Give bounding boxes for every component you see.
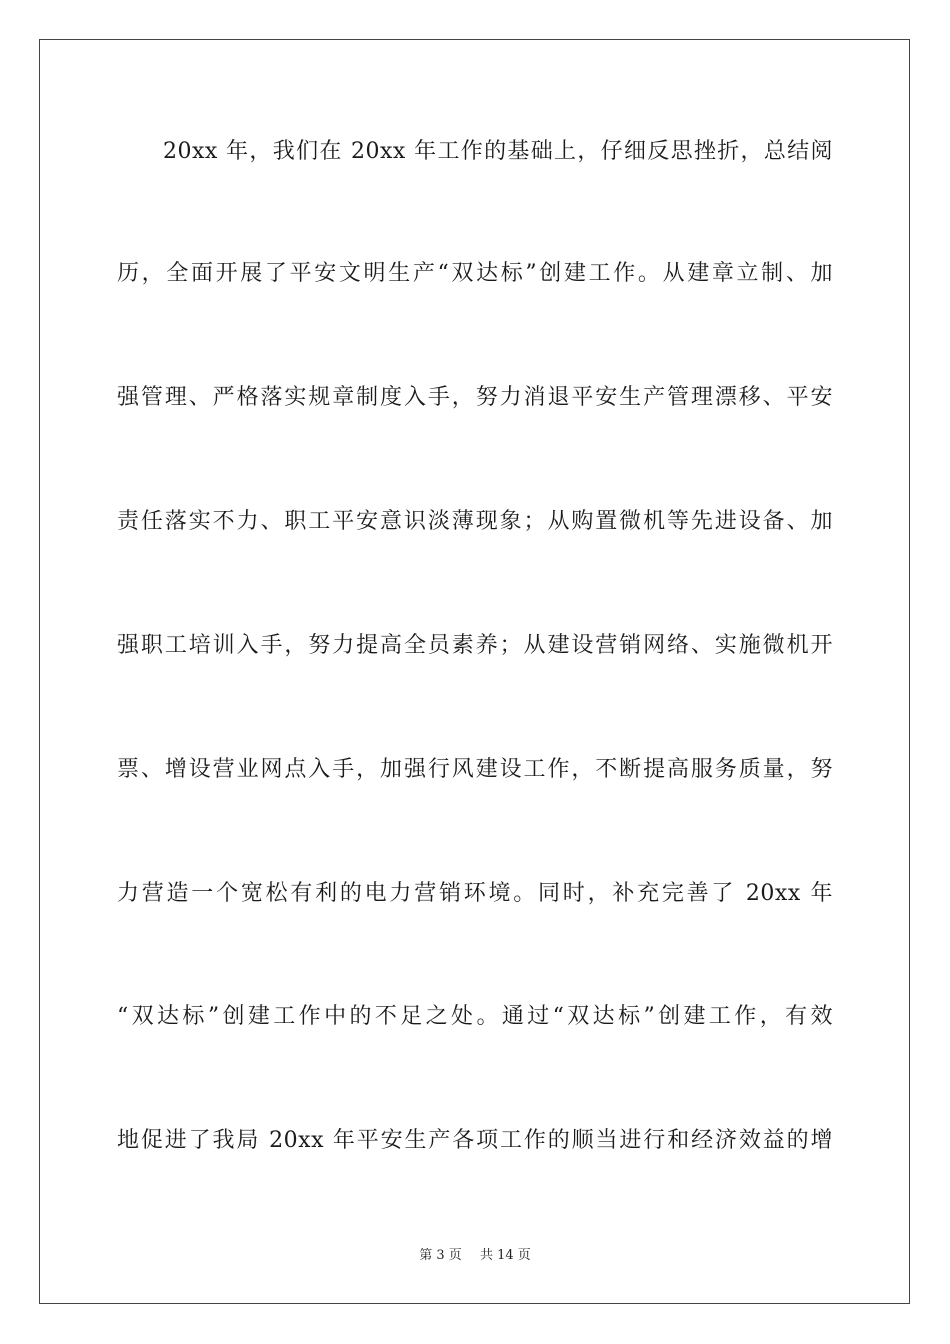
body-text-line-9: 地促进了我局 20xx 年平安生产各项工作的顺当进行和经济效益的增	[117, 1128, 833, 1153]
body-text-line-6: 票、增设营业网点入手，加强行风建设工作，不断提高服务质量，努	[117, 757, 833, 782]
body-text-line-3: 强管理、严格落实规章制度入手，努力消退平安生产管理漂移、平安	[117, 385, 833, 410]
body-text-line-2: 历，全面开展了平安文明生产“双达标”创建工作。从建章立制、加	[117, 261, 833, 286]
body-text-line-4: 责任落实不力、职工平安意识淡薄现象；从购置微机等先进设备、加	[117, 509, 833, 534]
page-footer	[0, 1247, 950, 1265]
body-text-line-7: 力营造一个宽松有利的电力营销环境。同时，补充完善了 20xx 年	[117, 881, 834, 906]
body-text-line-8: “双达标”创建工作中的不足之处。通过“双达标”创建工作，有效	[117, 1004, 833, 1029]
page-total: 共 14 页	[479, 1248, 531, 1263]
body-text-line-1: 20xx 年，我们在 20xx 年工作的基础上，仔细反思挫折，总结阅	[163, 139, 833, 164]
page-number: 第 3 页	[419, 1248, 462, 1263]
body-text-line-5: 强职工培训入手，努力提高全员素养；从建设营销网络、实施微机开	[117, 633, 833, 658]
page-border	[39, 39, 910, 1304]
